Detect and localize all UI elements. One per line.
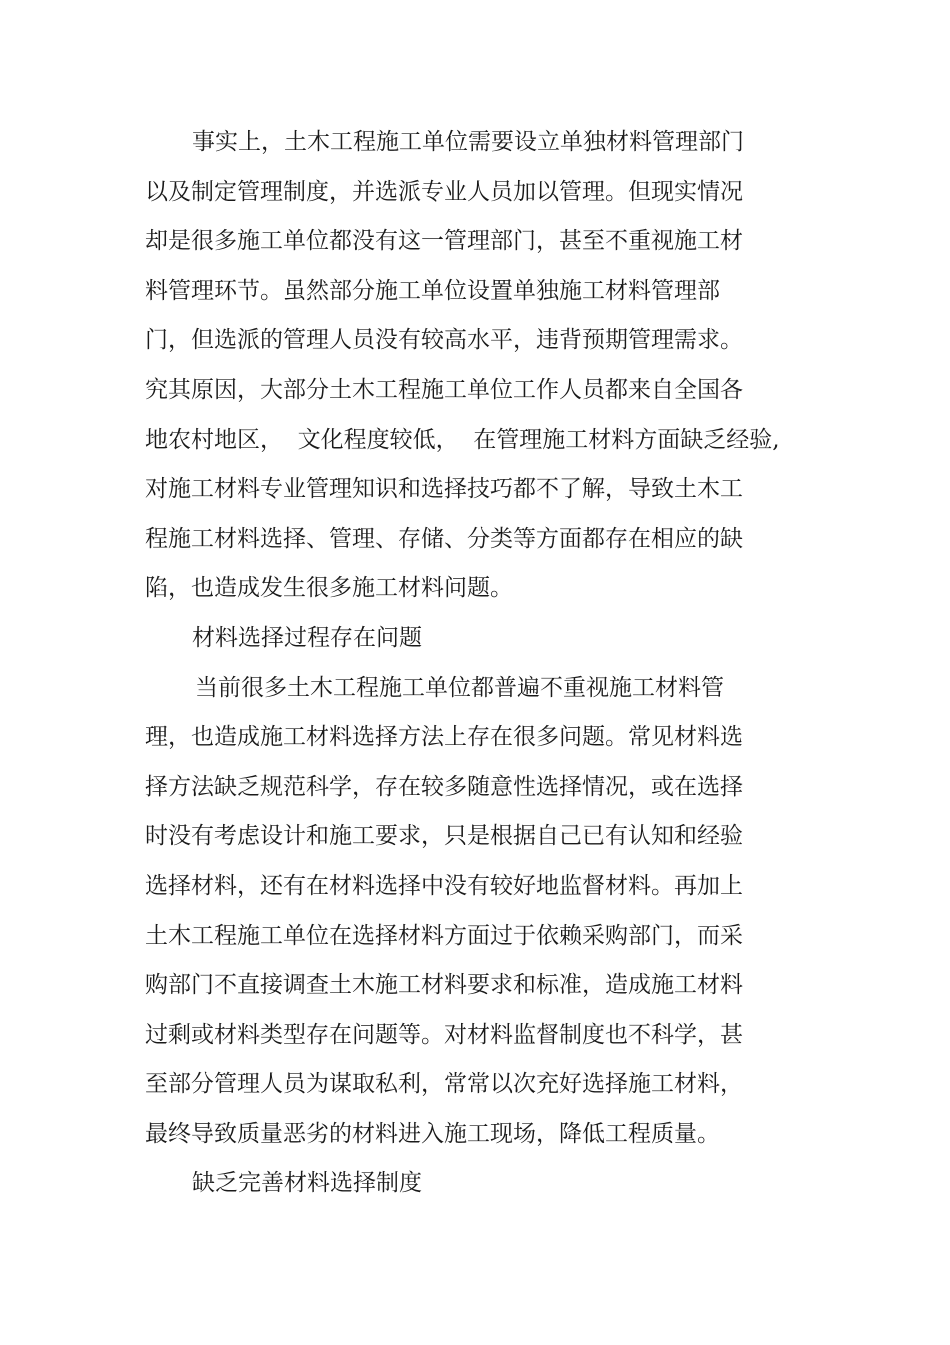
paragraph-2-line-6: 土木工程施工单位在选择材料方面过于依赖采购部门，而采 xyxy=(145,922,743,949)
paragraph-1-line-3: 却是很多施工单位都没有这一管理部门，甚至不重视施工材 xyxy=(145,228,743,255)
paragraph-1-line-5: 门，但选派的管理人员没有较高水平，违背预期管理需求。 xyxy=(145,327,743,354)
body-text xyxy=(145,118,785,1209)
paragraph-1-line-7: 地农村地区， 文化程度较低， 在管理施工材料方面缺乏经验, xyxy=(145,426,780,453)
paragraph-1-line-2: 以及制定管理制度，并选派专业人员加以管理。但现实情况 xyxy=(145,178,743,205)
paragraph-2-line-10: 最终导致质量恶劣的材料进入施工现场，降低工程质量。 xyxy=(145,1120,720,1147)
paragraph-2-line-3: 择方法缺乏规范科学，存在较多随意性选择情况，或在选择 xyxy=(145,773,743,800)
paragraph-2-line-2: 理，也造成施工材料选择方法上存在很多问题。常见材料选 xyxy=(145,724,743,751)
paragraph-2-line-1: 当前很多土木工程施工单位都普遍不重视施工材料管 xyxy=(195,674,724,701)
paragraph-2-line-4: 时没有考虑设计和施工要求，只是根据自己已有认知和经验 xyxy=(145,823,743,850)
section-heading-1: 材料选择过程存在问题 xyxy=(192,624,422,651)
paragraph-2-line-9: 至部分管理人员为谋取私利，常常以次充好选择施工材料， xyxy=(145,1071,743,1098)
section-heading-2: 缺乏完善材料选择制度 xyxy=(192,1170,422,1197)
paragraph-1-line-8: 对施工材料专业管理知识和选择技巧都不了解，导致土木工 xyxy=(145,476,743,503)
paragraph-1-line-10: 陷，也造成发生很多施工材料问题。 xyxy=(145,575,513,602)
paragraph-1-line-4: 料管理环节。虽然部分施工单位设置单独施工材料管理部 xyxy=(145,277,720,304)
paragraph-2-line-8: 过剩或材料类型存在问题等。对材料监督制度也不科学，甚 xyxy=(145,1021,743,1048)
paragraph-2-line-7: 购部门不直接调查土木施工材料要求和标准，造成施工材料 xyxy=(145,972,743,999)
paragraph-1-line-1: 事实上，土木工程施工单位需要设立单独材料管理部门 xyxy=(192,129,744,155)
paragraph-1-line-9: 程施工材料选择、管理、存储、分类等方面都存在相应的缺 xyxy=(145,525,743,552)
paragraph-2-line-5: 选择材料，还有在材料选择中没有较好地监督材料。再加上 xyxy=(145,872,743,899)
paragraph-1-line-6: 究其原因，大部分土木工程施工单位工作人员都来自全国各 xyxy=(145,376,743,403)
